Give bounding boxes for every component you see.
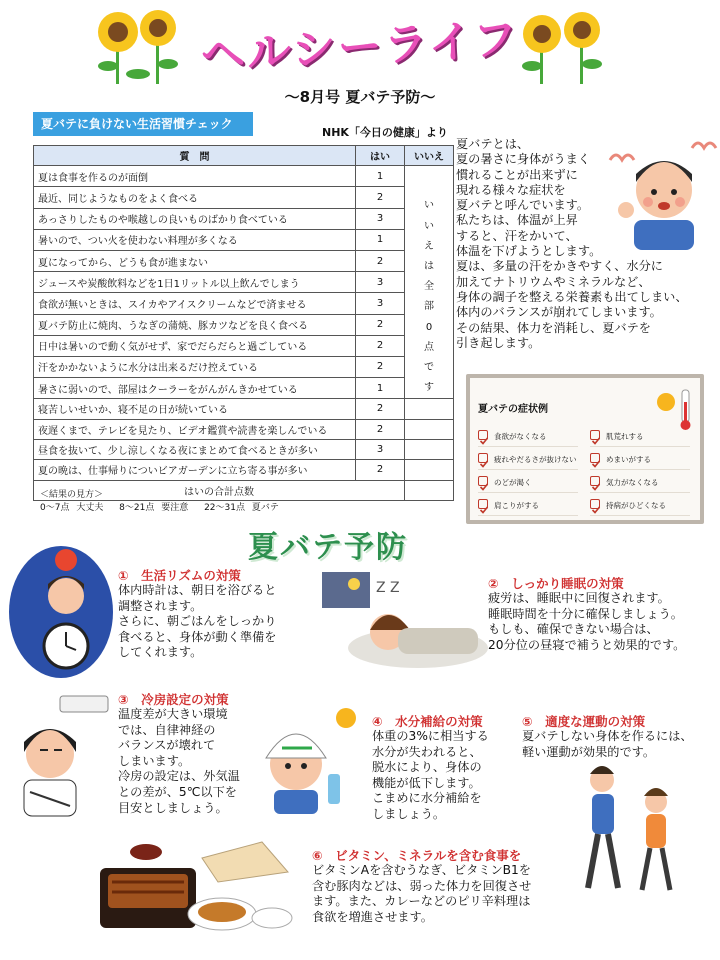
table-row xyxy=(34,250,454,271)
morning-sun-clock-icon xyxy=(6,542,116,682)
tip-heading: ① 生活リズムの対策 xyxy=(118,568,241,583)
tip-line: しましょう。 xyxy=(372,806,446,821)
symptom-item: 食欲がなくなる xyxy=(494,432,547,441)
page-subtitle: ～8月号 夏バテ予防～ xyxy=(284,88,436,106)
tip-line: こまめに水分補給を xyxy=(372,791,482,806)
header-question: 質 問 xyxy=(34,146,356,166)
tip-line: さらに、朝ごはんをしっかり xyxy=(118,614,277,629)
tip-line: 冷房の設定は、外気温 xyxy=(118,769,240,784)
no-cell xyxy=(405,399,454,419)
intro-line: 引き起します。 xyxy=(456,335,541,350)
tip-line: 睡眠時間を十分に確保しましょう。 xyxy=(488,606,683,621)
jogging-people-icon xyxy=(570,762,690,902)
tip-line: しまいます。 xyxy=(118,753,191,768)
question-cell: あっさりしたものや喉越しの良いものばかり食べている xyxy=(34,208,356,229)
tip-line: もしも、確保できない場合は、 xyxy=(488,622,659,637)
question-cell: 夏になってから、どうも食が進まない xyxy=(34,250,356,271)
no-column-note xyxy=(405,166,454,399)
check-icon xyxy=(590,476,600,486)
checklist-source: NHK「今日の健康」より xyxy=(322,126,448,139)
no-column-char: え xyxy=(424,240,434,252)
question-cell: 日中は暑いので動く気がせず、家でだらだらと過ごしている xyxy=(34,335,356,356)
tip-heading: ④ 水分補給の対策 xyxy=(372,714,483,729)
intro-line: 夏バテと呼んでいます。 xyxy=(456,198,590,213)
check-icon xyxy=(590,430,600,440)
no-column-char: 部 xyxy=(424,301,434,313)
symptom-divider xyxy=(478,492,578,493)
tip-line: 体重の3%に相当する xyxy=(372,729,489,743)
tip-line: バランスが壊れて xyxy=(118,738,216,753)
no-column-char: 全 xyxy=(424,281,434,293)
page-title: ヘルシーライフ xyxy=(199,13,521,82)
no-column-char: す xyxy=(424,382,434,394)
score-cell: 2 xyxy=(356,356,405,377)
question-cell: 汗をかかないように水分は出来るだけ控えている xyxy=(34,356,356,377)
total-label: はいの合計点数 xyxy=(34,480,405,500)
intro-line: 体温を下げようとします。 xyxy=(456,244,602,259)
worker-boy-water-icon xyxy=(256,704,368,816)
tip-line: 脱水により、身体の xyxy=(372,760,482,775)
tip-line: してくれます。 xyxy=(118,645,203,660)
no-cell xyxy=(405,419,454,439)
check-icon xyxy=(478,476,488,486)
score-cell: 2 xyxy=(356,187,405,208)
tip-line: 夏バテしない身体を作るには、 xyxy=(522,729,693,743)
tip-line: 体内時計は、朝日を浴びると xyxy=(118,583,277,597)
score-cell: 1 xyxy=(356,378,405,399)
table-row xyxy=(34,314,454,335)
question-cell: ジュースや炭酸飲料などを1日1リットル以上飲んでしまう xyxy=(34,272,356,293)
symptoms-title: 夏バテの症状例 xyxy=(478,404,548,415)
check-icon xyxy=(478,430,488,440)
table-row xyxy=(34,229,454,250)
total-value xyxy=(405,480,454,500)
intro-line: 身体の調子を整える栄養素も出てしまい、 xyxy=(456,289,688,304)
table-row xyxy=(34,272,454,293)
symptom-divider xyxy=(590,492,690,493)
table-row xyxy=(34,439,454,459)
score-cell: 1 xyxy=(356,229,405,250)
prevention-title: 夏バテ予防 xyxy=(248,530,408,565)
score-cell: 3 xyxy=(356,439,405,459)
symptom-divider xyxy=(590,515,690,516)
symptom-divider xyxy=(478,469,578,470)
question-cell: 夏の晩は、仕事帰りについビアガーデンに立ち寄る事が多い xyxy=(34,460,356,480)
score-cell: 2 xyxy=(356,314,405,335)
question-cell: 昼食を抜いて、少し涼しくなる夜にまとめて食べるときが多い xyxy=(34,439,356,459)
result-body: 0～7点 大丈夫 8～21点 要注意 22～31点 夏バテ xyxy=(40,503,279,513)
symptom-divider xyxy=(478,446,578,447)
tip-line: ます。また、カレーなどのピリ辛料理は xyxy=(312,894,531,909)
checklist-label: 夏バテに負けない生活習慣チェック xyxy=(33,112,253,136)
sleeping-person-icon xyxy=(318,570,488,670)
tip-body xyxy=(372,729,489,823)
result-title: ＜結果の見方＞ xyxy=(40,490,104,500)
no-cell xyxy=(405,460,454,480)
tip-line: 食欲を増進させます。 xyxy=(312,909,433,924)
tip-body xyxy=(118,707,240,816)
intro-line: すると、汗をかいて、 xyxy=(456,228,578,243)
no-column-char: 点 xyxy=(424,341,434,353)
symptom-item: 持病がひどくなる xyxy=(606,501,666,510)
header-no: いいえ xyxy=(405,146,454,166)
intro-line: 現れる様々な症状を xyxy=(456,182,566,197)
symptom-item: 肩こりがする xyxy=(494,501,539,510)
score-cell: 2 xyxy=(356,250,405,271)
table-row xyxy=(34,335,454,356)
intro-line: 私たちは、体温が上昇 xyxy=(456,213,578,228)
tip-line: 疲労は、睡眠中に回復されます。 xyxy=(488,591,670,605)
table-row xyxy=(34,208,454,229)
unagi-pork-meal-icon xyxy=(92,834,302,944)
no-cell xyxy=(405,439,454,459)
table-row xyxy=(34,166,454,187)
tip-heading: ③ 冷房設定の対策 xyxy=(118,692,229,707)
sun-thermometer-icon xyxy=(654,388,696,432)
intro-line: 加えてナトリウムやミネラルなど、 xyxy=(456,274,651,289)
tip-line: 軽い運動が効果的です。 xyxy=(522,744,656,759)
question-cell: 暑さに弱いので、部屋はクーラーをがんがんきかせている xyxy=(34,378,356,399)
checklist-table xyxy=(33,145,454,501)
tip-body xyxy=(522,729,693,760)
score-cell: 2 xyxy=(356,335,405,356)
aircon-cold-woman-icon xyxy=(10,694,110,818)
hot-man-icon xyxy=(604,140,720,250)
symptom-item: めまいがする xyxy=(606,455,651,464)
score-cell: 2 xyxy=(356,399,405,419)
tip-line: ビタミンAを含むうなぎ、ビタミンB1を xyxy=(312,863,531,877)
intro-line: 慣れることが出来ずに xyxy=(456,167,578,182)
symptom-divider xyxy=(478,515,578,516)
table-row xyxy=(34,356,454,377)
tip-line: 温度差が大きい環境 xyxy=(118,707,228,721)
table-row xyxy=(34,293,454,314)
table-row xyxy=(34,419,454,439)
tip-heading: ⑤ 適度な運動の対策 xyxy=(522,714,646,729)
no-column-char: い xyxy=(424,200,434,212)
check-icon xyxy=(478,453,488,463)
no-column-char: は xyxy=(424,260,434,272)
intro-line: 体内のバランスが崩れてしまいます。 xyxy=(456,305,662,320)
question-cell: 寝苦しいせいか、寝不足の日が続いている xyxy=(34,399,356,419)
symptom-divider xyxy=(590,469,690,470)
tip-line: 目安としましょう。 xyxy=(118,800,228,815)
table-row xyxy=(34,187,454,208)
question-cell: 最近、同じようなものをよく食べる xyxy=(34,187,356,208)
symptom-item: のどが渇く xyxy=(494,478,532,487)
question-cell: 夏バテ防止に焼肉、うなぎの蒲焼、豚カツなどを良く食べる xyxy=(34,314,356,335)
question-cell: 食欲が無いときは、スイカやアイスクリームなどで済ませる xyxy=(34,293,356,314)
tip-line: 食べると、身体が動く準備を xyxy=(118,629,277,644)
tip-line: では、自律神経の xyxy=(118,722,216,737)
tip-line: 含む豚肉などは、弱った体力を回復させ xyxy=(312,878,532,893)
check-icon xyxy=(590,499,600,509)
table-header-row xyxy=(34,146,454,166)
svg-text:Z Z: Z Z xyxy=(376,580,400,596)
score-cell: 2 xyxy=(356,460,405,480)
symptom-divider xyxy=(590,446,690,447)
no-column-char: い xyxy=(424,220,434,232)
symptom-item: 肌荒れする xyxy=(606,432,644,441)
table-row xyxy=(34,460,454,480)
tip-line: 機能が低下します。 xyxy=(372,775,481,790)
score-cell: 2 xyxy=(356,419,405,439)
intro-line: 夏の暑さに身体がうまく xyxy=(456,152,591,167)
tip-line: 20分位の昼寝で補うと効果的です。 xyxy=(488,637,686,652)
tip-body xyxy=(488,591,685,653)
no-column-char: 0 xyxy=(425,321,433,333)
sunflower-right-icon xyxy=(512,4,612,84)
symptom-item: 疲れやだるさが抜けない xyxy=(494,455,577,464)
question-cell: 暑いので、つい火を使わない料理が多くなる xyxy=(34,229,356,250)
no-column-char: で xyxy=(424,361,434,373)
tip-body xyxy=(312,863,531,925)
header-yes: はい xyxy=(356,146,405,166)
score-cell: 3 xyxy=(356,293,405,314)
tip-line: 水分が失われると、 xyxy=(372,744,482,759)
score-cell: 3 xyxy=(356,272,405,293)
intro-line: その結果、体力を消耗し、夏バテを xyxy=(456,320,651,335)
tip-line: との差が、5℃以下を xyxy=(118,784,237,799)
question-cell: 夜遅くまで、テレビを見たり、ビデオ鑑賞や読書を楽しんでいる xyxy=(34,419,356,439)
check-icon xyxy=(478,499,488,509)
intro-line: 夏バテとは、 xyxy=(456,137,530,151)
intro-line: 夏は、多量の汗をかきやすく、水分に xyxy=(456,259,663,274)
score-cell: 3 xyxy=(356,208,405,229)
check-icon xyxy=(590,453,600,463)
tip-body xyxy=(118,583,276,661)
score-cell: 1 xyxy=(356,166,405,187)
table-row xyxy=(34,378,454,399)
tip-line: 調整されます。 xyxy=(118,598,203,613)
symptom-item: 気力がなくなる xyxy=(606,478,659,487)
question-cell: 夏は食事を作るのが面倒 xyxy=(34,166,356,187)
sunflower-left-icon xyxy=(88,4,188,84)
table-row xyxy=(34,399,454,419)
tip-heading: ⑥ ビタミン、ミネラルを含む食事を xyxy=(312,848,522,863)
tip-heading: ② しっかり睡眠の対策 xyxy=(488,576,624,591)
